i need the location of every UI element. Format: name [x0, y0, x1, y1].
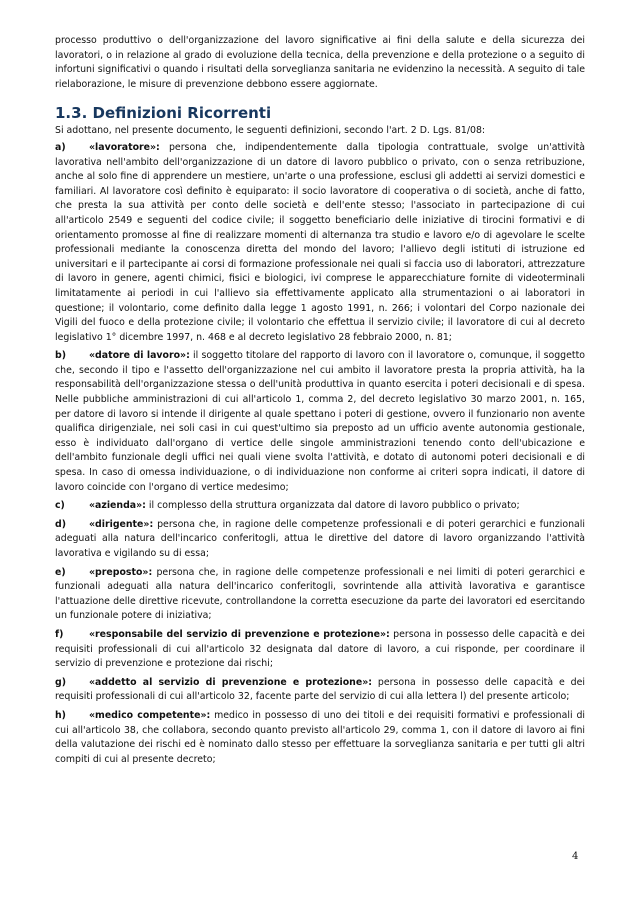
definition-item: [55, 709, 585, 767]
definition-term: «azienda»:: [89, 500, 146, 512]
section-heading: 1.3. Definizioni Ricorrenti: [55, 104, 272, 123]
definition-letter: d): [55, 518, 66, 530]
definition-item: [55, 349, 585, 495]
definition-term: «responsabile del servizio di prevenzione e protezione»:: [89, 628, 390, 640]
definition-term: «preposto»:: [89, 566, 153, 578]
page-number: 4: [572, 851, 579, 862]
definition-text: persona che, indipendentemente dalla tipologia contrattuale, svolge un'attività lavorativa nell'ambito dell'organizzazione di un datore di lavoro pubblico o privato, con o senza retribuzione, anche al solo fine di apprendere un mestiere, un'arte o una professione, esclusi gli addetti ai servizi domestici e familiari. Al lavoratore così definito è equiparato: il socio lavoratore di cooperativa o di società, anche di fatto, che presta la sua attività per conto delle società e dell'ente stesso; l'associato in partecipazione di cui all'articolo 2549 e seguenti del codice civile; il soggetto beneficiario delle iniziative di tirocini formativi e di orientamento promosse al fine di realizzare momenti di alternanza tra studio e lavoro e/o di agevolare le scelte professionali mediante la conoscenza diretta del mondo del lavoro; l'allievo degli istituti di istruzione ed universitari e il partecipante ai corsi di formazione professionale nei quali si faccia uso di laboratori, attrezzature di lavoro in genere, agenti chimici, fisici e biologici, ivi comprese le apparecchiature fornite di videoterminali limitatamente ai periodi in cui l'allievo sia effettivamente applicato alla strumentazioni o ai laboratori in questione; il volontario, come definito dalla legge 1 agosto 1991, n. 266; i volontari del Corpo nazionale dei Vigili del fuoco e della protezione civile; il volontario che effettua il servizio civile; il lavoratore di cui al decreto legislativo 1° dicembre 1997, n. 468 e al decreto legislativo 28 febbraio 2000, n. 81;: [55, 141, 585, 343]
definition-text: persona in possesso delle capacità e dei requisiti professionali di cui all'articolo 32, facente parte del servizio di cui alla lettera l) del presente articolo;: [55, 676, 586, 703]
definition-text: persona che, in ragione delle competenze professionali e nei limiti di poteri gerarchici e funzionali adeguati alla natura dell'incarico conferitogli, sovrintende alla attività lavorativa e garantisce l'attuazione delle direttive ricevute, controllandone la corretta esecuzione da parte dei lavoratori ed esercitando un funzionale potere di iniziativa;: [55, 566, 585, 622]
definition-term: «lavoratore»:: [89, 141, 160, 153]
definition-text: il soggetto titolare del rapporto di lavoro con il lavoratore o, comunque, il soggetto che, secondo il tipo e l'assetto dell'organizzazione nel cui ambito il lavoratore presta la propria attività, ha la responsabilità dell'organizzazione stessa o dell'unità produttiva in quanto esercita i poteri decisionali e di spesa. Nelle pubbliche amministrazioni di cui all'articolo 1, comma 2, del decreto legislativo 30 marzo 2001, n. 165, per datore di lavoro si intende il dirigente al quale spettano i poteri di gestione, ovvero il funzionario non avente qualifica dirigenziale, nei soli casi in cui quest'ultimo sia preposto ad un ufficio avente autonomia gestionale, esso è individuato dall'organo di vertice delle singole amministrazioni tenendo conto dell'ubicazione e dell'ambito funzionale degli uffici nei quali viene svolta l'attività, e dotato di autonomi poteri decisionali e di spesa. In caso di omessa individuazione, o di individuazione non conforme ai criteri sopra indicati, il datore di lavoro coincide con l'organo di vertice medesimo;: [55, 350, 585, 493]
definition-text: persona che, in ragione delle competenze professionali e di poteri gerarchici e funzionali adeguati alla natura dell'incarico conferitogli, attua le direttive del datore di lavoro organizzando l'attività lavorativa e vigilando su di essa;: [55, 518, 585, 559]
definition-letter: c): [55, 500, 65, 512]
definition-text: medico in possesso di uno dei titoli e dei requisiti formativi e professionali di cui all'articolo 38, che collabora, secondo quanto previsto all'articolo 29, comma 1, con il datore di lavoro ai fini della valutazione dei rischi ed è nominato dallo stesso per effettuare la sorveglianza sanitaria e per tutti gli altri compiti di cui al presente decreto;: [55, 709, 585, 765]
definition-term: «addetto al servizio di prevenzione e protezione»:: [89, 676, 373, 688]
definition-letter: e): [55, 566, 66, 578]
definition-item: [55, 566, 585, 624]
definition-text: il complesso della struttura organizzata dal datore di lavoro pubblico o privato;: [148, 500, 520, 512]
definition-letter: g): [55, 676, 66, 688]
definition-letter: f): [55, 628, 64, 640]
definition-item: [55, 141, 585, 345]
document-page: [55, 34, 585, 771]
definition-letter: h): [55, 709, 66, 721]
definition-text: persona in possesso delle capacità e dei requisiti professionali di cui all'articolo 32 designata dal datore di lavoro, a cui risponde, per coordinare il servizio di prevenzione e protezione dai rischi;: [55, 628, 585, 670]
definition-letter: b): [55, 350, 66, 362]
definition-item: [55, 518, 585, 562]
definition-term: «dirigente»:: [89, 518, 154, 530]
section-lead: Si adottano, nel presente documento, le seguenti definizioni, secondo l'art. 2 D. Lgs. 81/08:: [55, 125, 486, 137]
definition-letter: a): [55, 141, 66, 153]
definition-term: «datore di lavoro»:: [89, 350, 190, 362]
definition-item: [55, 628, 585, 672]
definition-term: «medico competente»:: [89, 709, 211, 721]
intro-paragraph: processo produttivo o dell'organizzazione del lavoro significative ai fini della salute e della sicurezza dei lavoratori, o in relazione al grado di evoluzione della tecnica, della prevenzione e della protezione o a seguito di infortuni significativi o quando i risultati della sorveglianza sanitaria ne evidenzino la necessità. A seguito di tale rielaborazione, le misure di prevenzione debbono essere aggiornate.: [55, 35, 585, 90]
definition-item: [55, 499, 585, 514]
definition-item: [55, 676, 585, 705]
